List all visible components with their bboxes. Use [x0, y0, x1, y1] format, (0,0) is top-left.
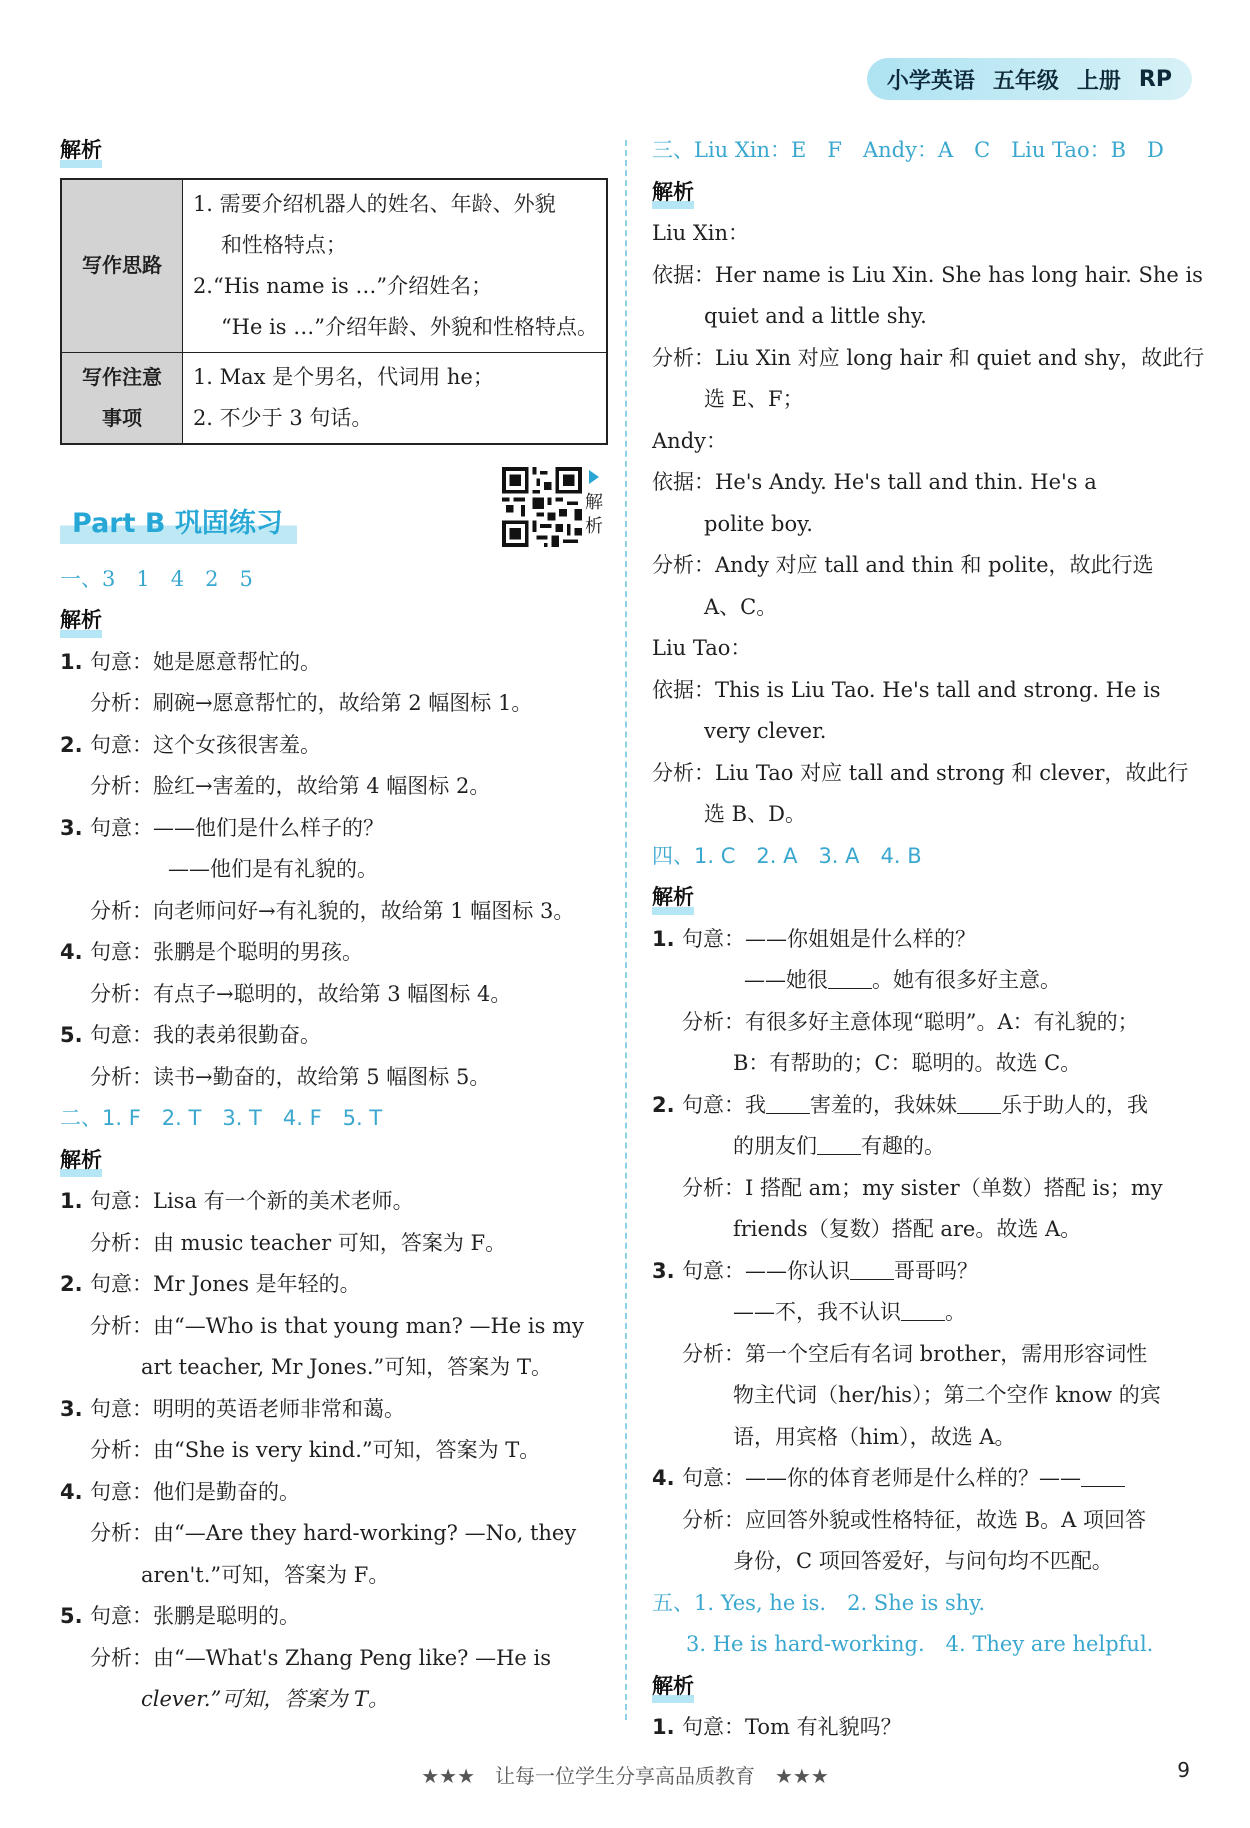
blank-line [817, 1132, 861, 1155]
jiexi-heading: 解析 [652, 1666, 694, 1708]
s1-answer: 一、3 1 4 2 5 [60, 566, 253, 591]
s4-q2-a3: 乐于助人的，我 [1001, 1092, 1148, 1117]
item-a: 分析：由“She is very kind.”可知，答案为 T。 [90, 1438, 541, 1462]
s3-line: Liu Xin： [652, 221, 750, 245]
blank-line [850, 1257, 894, 1280]
table-head-notes [61, 352, 182, 444]
item-a: 分析：刷碗→愿意帮忙的，故给第 2 幅图标 1。 [90, 691, 533, 715]
item-a: art teacher, Mr Jones.”可知，答案为 T。 [141, 1355, 552, 1379]
s4-answer: 四、1. C 2. A 3. A 4. B [652, 843, 922, 868]
item-q: 句意：张鹏是个聪明的男孩。 [90, 940, 363, 964]
item-num: 2. [60, 732, 83, 757]
s4-q3-d: 物主代词（her/his）；第二个空作 know 的宾 [733, 1383, 1161, 1407]
item-num: 3. [60, 815, 83, 840]
item-q: 句意：明明的英语老师非常和蔼。 [90, 1396, 405, 1421]
item-q: 句意：张鹏是聪明的。 [90, 1604, 300, 1628]
s4-items: 1. 句意：——你姐姐是什么样的？ ——她很 。她有很多好主意。 分析：有很多好主意体现“聪明”。A：有礼貌的； B：有帮助的；C：聪明的。故选 C。 2. 句意：我 害羞的，我妹妹 乐于助人的，我 的朋友们 有趣的。 分析：I 搭配 am；my sister（单数）搭配 is；my friends（复数）搭配 are。故选 A。 3. 句意：——你认识 哥哥吗？ ——不，我不认识 。 分析：第一个空后有名词 brother，需用形容词性 物主代词（her/his）；第二个空作 know 的宾 语，用宾格（him），故选 A。 4. 句意：——你的体育老师是什么样的？—— 分析：应回答外貌或性格特征，故选 B。A 项回答 身份，C 项回答爱好，与问句均不匹配。 [652, 926, 1163, 1573]
item-num: 4. [60, 1479, 83, 1504]
writing-table [60, 178, 608, 445]
jiexi-heading: 解析 [60, 130, 102, 172]
qr-label [582, 467, 606, 539]
s3-line: quiet and a little shy. [704, 304, 927, 328]
item-a: 分析：由“—What's Zhang Peng like? —He is [90, 1645, 551, 1670]
left-column [60, 130, 608, 1721]
blank-line [828, 966, 872, 989]
s4-q3-e: 语，用宾格（him），故选 A。 [733, 1424, 1016, 1449]
s4-q1-b-post: 。她有很多好主意。 [872, 968, 1061, 992]
item-q: 句意：Lisa 有一个新的美术老师。 [90, 1189, 414, 1213]
play-icon [589, 470, 599, 484]
header-grade: 五年级 [992, 68, 1059, 94]
s3-line: 选 B、D。 [704, 802, 806, 826]
item-q: 句意：这个女孩很害羞。 [90, 732, 321, 757]
item-num: 1. [60, 1189, 83, 1213]
table-line: 2.“His name is …”介绍姓名； [192, 273, 493, 298]
s5-q1: 句意：Tom 有礼貌吗？ [682, 1715, 902, 1739]
header-volume: 上册 [1076, 68, 1121, 94]
s5-answer-2: 3. He is hard-working. 4. They are helpful. [686, 1632, 1154, 1656]
right-column: 三、Liu Xin：E F Andy：A C Liu Tao：B D 解析 Liu Xin： 依据：Her name is Liu Xin. She has long hair. She is quiet and a little shy. 分析：Liu Xin 对应 long hair 和 quiet and shy，故此行 选 E、F； Andy： 依据：He's Andy. He's tall and thin. He's a polite boy. 分析：Andy 对应 tall and thin 和 polite，故此行选 A、C。 Liu Tao： 依据：This is Liu Tao. He's tall and strong. He is very clever. 分析：Liu Tao 对应 tall and strong 和 clever，故此行 选 B、D。 四、1. C 2. A 3. A 4. B 解析 1. 句意：——你姐姐是什么样的？ ——她很 。她有很多好主意。 分析：有很多好主意体现“聪明”。A：有礼貌的； B：有帮助的；C：聪明的。故选 C。 2. 句意：我 害羞的，我妹妹 乐于助人的，我 的朋友们 有趣的。 分析：I 搭配 am；my sister（单数）搭配 is；my friends（复数）搭配 are。故选 A。 3. 句意：——你认识 哥哥吗？ ——不，我不认识 。 分析：第一个空后有名词 brother，需用形容词性 物主代词（her/his）；第二个空作 know 的宾 语，用宾格（him），故选 A。 4. 句意：——你的体育老师是什么样的？—— 分析：应回答外貌或性格特征，故选 B。A 项回答 身份，C 项回答爱好，与问句均不匹配。 五、1. Yes, he is. 2. She is shy. 3. He is hard-working. 4. They are helpful. 解析 1. 句意：Tom 有礼貌吗？ [652, 130, 1202, 1749]
s4-q1-a: 句意：——你姐姐是什么样的？ [682, 926, 976, 951]
item-a: 分析：脸红→害羞的，故给第 4 幅图标 2。 [90, 774, 491, 798]
item-q: 句意：她是愿意帮忙的。 [90, 649, 321, 674]
s4-q4-a: 句意：——你的体育老师是什么样的？—— [682, 1466, 1081, 1490]
table-body-approach [182, 179, 607, 353]
table-line: 1. 需要介绍机器人的姓名、年龄、外貌 [192, 191, 556, 216]
s3-line: 依据：This is Liu Tao. He's tall and strong. He is [652, 677, 1161, 702]
s3-answer: 三、Liu Xin：E F Andy：A C Liu Tao：B D [652, 138, 1164, 162]
s1-items [60, 642, 608, 1099]
item-q: 句意：——他们是什么样子的？ [90, 815, 384, 840]
s4-q3-a2: 哥哥吗？ [894, 1258, 978, 1283]
s3-line: A、C。 [704, 594, 778, 619]
item-a: 分析：有点子→聪明的，故给第 3 幅图标 4。 [90, 981, 512, 1006]
item-q: 句意：他们是勤奋的。 [90, 1479, 300, 1504]
s3-line: Liu Tao： [652, 636, 752, 660]
item-a: 分析：由“—Who is that young man? —He is my [90, 1313, 584, 1338]
item-a: clever.”可知，答案为 T。 [141, 1687, 390, 1711]
item-a: 分析：读书→勤奋的，故给第 5 幅图标 5。 [90, 1064, 491, 1089]
table-head-approach: 写作思路 [61, 179, 182, 353]
blank-line [1081, 1464, 1125, 1487]
s4-q4-b: 分析：应回答外貌或性格特征，故选 B。A 项回答 [682, 1507, 1146, 1532]
item-a: 分析：由“—Are they hard-working? —No, they [90, 1521, 577, 1545]
s4-q1-b-pre: ——她很 [744, 968, 828, 992]
table-head-notes-b: 事项 [101, 405, 142, 430]
s4-q1-d: B：有帮助的；C：聪明的。故选 C。 [733, 1051, 1082, 1075]
item-num: 5. [60, 1023, 83, 1047]
page-number: 9 [1177, 1758, 1190, 1782]
item-a: 分析：由 music teacher 可知，答案为 F。 [90, 1230, 507, 1255]
jiexi-heading: 解析 [60, 600, 102, 642]
header-subject: 小学英语 [886, 68, 975, 94]
s5-answer-1: 五、1. Yes, he is. 2. She is shy. [652, 1590, 986, 1615]
item-num: 2. [60, 1272, 83, 1296]
jiexi-heading: 解析 [652, 172, 694, 214]
header-edition: RP [1138, 66, 1172, 92]
table-line: 1. Max 是个男名，代词用 he； [192, 364, 494, 389]
s3-line: Andy： [652, 428, 727, 453]
s3-lines [652, 213, 1205, 836]
s4-q3-b1: ——不，我不认识 [733, 1300, 901, 1324]
table-line: 2. 不少于 3 句话。 [192, 405, 373, 430]
s4-q2-b2: 有趣的。 [861, 1134, 945, 1158]
table-line: 和性格特点； [220, 232, 347, 257]
item-q: 句意：Mr Jones 是年轻的。 [90, 1272, 361, 1296]
s4-q2-d: friends（复数）搭配 are。故选 A。 [733, 1217, 1082, 1241]
s4-q3-c: 分析：第一个空后有名词 brother，需用形容词性 [682, 1341, 1148, 1366]
part-b-title: Part B 巩固练习 [60, 503, 297, 545]
item-q: 句意：我的表弟很勤奋。 [90, 1023, 321, 1047]
s2-answer: 二、1. F 2. T 3. T 4. F 5. T [60, 1106, 383, 1130]
s2-items [60, 1181, 608, 1721]
qr-code-icon[interactable] [502, 467, 582, 547]
qr-label-text: 解析 [585, 491, 603, 537]
blank-line [901, 1298, 945, 1321]
s4-q2-b1: 的朋友们 [733, 1134, 817, 1158]
s3-line: 选 E、F； [704, 387, 804, 411]
part-b-row [60, 467, 608, 559]
s3-line: 分析：Liu Xin 对应 long hair 和 quiet and shy，故此行 [652, 345, 1205, 370]
s4-q3-a1: 句意：——你认识 [682, 1258, 850, 1283]
s3-line: 依据：He's Andy. He's tall and thin. He's a [652, 470, 1097, 494]
table-head-notes-a: 写作注意 [81, 364, 162, 389]
item-a: 分析：向老师问好→有礼貌的，故给第 1 幅图标 3。 [90, 898, 575, 923]
s3-line: polite boy. [704, 511, 813, 536]
item-num: 5. [60, 1604, 83, 1628]
item-a: aren't.”可知，答案为 F。 [141, 1562, 390, 1587]
column-divider [625, 140, 627, 1720]
item-q2: ——他们是有礼貌的。 [168, 857, 378, 881]
s3-line: 分析：Andy 对应 tall and thin 和 polite，故此行选 [652, 553, 1154, 577]
table-line: “He is …”介绍年龄、外貌和性格特点。 [220, 314, 598, 339]
blank-line [766, 1091, 810, 1114]
item-num: 3. [60, 1396, 83, 1421]
item-num: 1. [60, 649, 83, 674]
s3-line: very clever. [704, 719, 827, 743]
jiexi-heading: 解析 [60, 1140, 102, 1182]
footer-slogan: ★★★ 让每一位学生分享高品质教育 ★★★ [421, 1764, 829, 1788]
s4-q2-c: 分析：I 搭配 am；my sister（单数）搭配 is；my [682, 1175, 1163, 1200]
s4-q2-a1: 句意：我 [682, 1092, 766, 1117]
s4-q1-c: 分析：有很多好主意体现“聪明”。A：有礼貌的； [682, 1009, 1139, 1034]
header-badge [867, 58, 1192, 100]
s3-line: 分析：Liu Tao 对应 tall and strong 和 clever，故此行 [652, 760, 1189, 785]
s4-q4-c: 身份，C 项回答爱好，与问句均不匹配。 [733, 1549, 1113, 1573]
item-num: 4. [60, 940, 83, 964]
blank-line [957, 1091, 1001, 1114]
jiexi-heading: 解析 [652, 877, 694, 919]
s4-q3-b2: 。 [945, 1300, 966, 1324]
s3-line: 依据：Her name is Liu Xin. She has long hair. She is [652, 262, 1203, 287]
s4-q2-a2: 害羞的，我妹妹 [810, 1092, 957, 1117]
table-body-notes [182, 352, 607, 444]
